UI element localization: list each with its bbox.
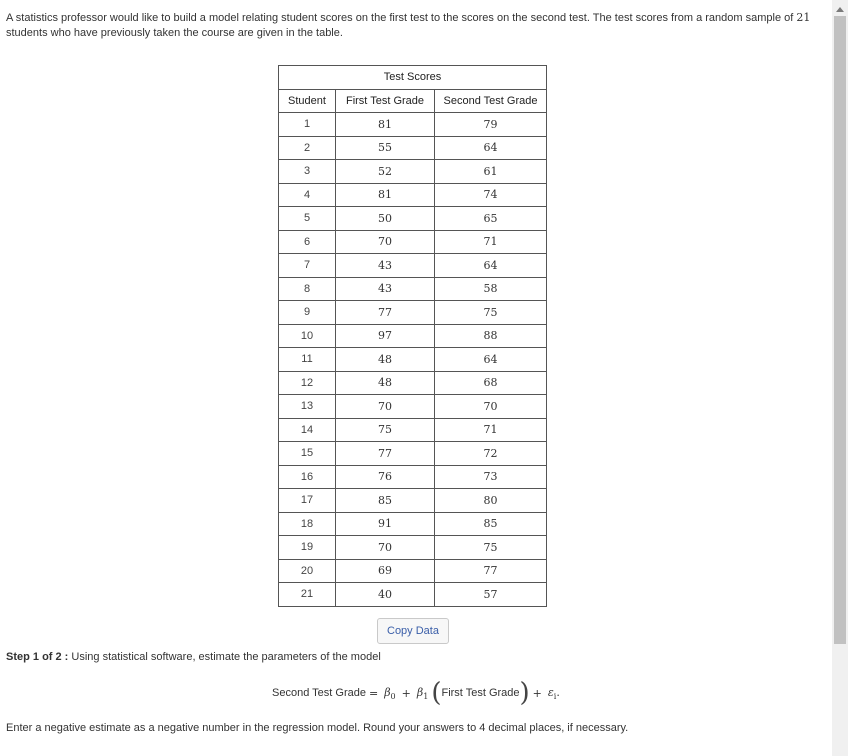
cell-second-test: 75 xyxy=(435,301,547,325)
cell-second-test: 65 xyxy=(435,207,547,231)
test-scores-table xyxy=(278,65,547,607)
table-row xyxy=(279,277,547,301)
equation-plus-2: + xyxy=(532,686,542,700)
cell-student: 14 xyxy=(279,418,336,442)
table-row xyxy=(279,583,547,607)
cell-first-test: 81 xyxy=(336,183,435,207)
beta-1 xyxy=(417,686,428,701)
cell-student: 7 xyxy=(279,254,336,278)
cell-first-test: 70 xyxy=(336,230,435,254)
cell-student: 19 xyxy=(279,536,336,560)
equation-period: . xyxy=(556,685,560,699)
cell-second-test: 64 xyxy=(435,136,547,160)
equation-equals: = xyxy=(368,686,379,700)
table-row xyxy=(279,442,547,466)
table-row xyxy=(279,113,547,137)
cell-second-test: 72 xyxy=(435,442,547,466)
cell-second-test: 71 xyxy=(435,230,547,254)
scrollbar-thumb[interactable] xyxy=(834,16,846,644)
step-instruction xyxy=(6,651,381,663)
sample-count: 21 xyxy=(796,11,811,24)
cell-second-test: 79 xyxy=(435,113,547,137)
cell-first-test: 69 xyxy=(336,559,435,583)
table-row xyxy=(279,465,547,489)
cell-first-test: 48 xyxy=(336,348,435,372)
epsilon xyxy=(548,686,560,701)
beta-0-symbol: β xyxy=(384,685,391,699)
cell-student: 12 xyxy=(279,371,336,395)
cell-first-test: 91 xyxy=(336,512,435,536)
cell-first-test: 43 xyxy=(336,254,435,278)
table-row xyxy=(279,418,547,442)
header-first-test: First Test Grade xyxy=(336,89,435,113)
cell-student: 16 xyxy=(279,465,336,489)
cell-first-test: 70 xyxy=(336,536,435,560)
table-row xyxy=(279,160,547,184)
table-row xyxy=(279,489,547,513)
rounding-note: Enter a negative estimate as a negative number in the regression model. Round your answers to 4 decimal places, if necessary. xyxy=(6,722,629,734)
cell-student: 9 xyxy=(279,301,336,325)
cell-first-test: 43 xyxy=(336,277,435,301)
table-row xyxy=(279,371,547,395)
cell-first-test: 76 xyxy=(336,465,435,489)
table-row xyxy=(279,230,547,254)
table-caption: Test Scores xyxy=(279,66,547,90)
beta-1-symbol: β xyxy=(416,685,424,699)
cell-second-test: 70 xyxy=(435,395,547,419)
cell-first-test: 70 xyxy=(336,395,435,419)
cell-first-test: 48 xyxy=(336,371,435,395)
cell-second-test: 61 xyxy=(435,160,547,184)
beta-1-subscript: 1 xyxy=(423,691,429,701)
cell-first-test: 40 xyxy=(336,583,435,607)
intro-text-after: students who have previously taken the course are given in the table. xyxy=(6,27,343,39)
cell-second-test: 57 xyxy=(435,583,547,607)
copy-data-button[interactable]: Copy Data xyxy=(377,618,449,644)
cell-second-test: 73 xyxy=(435,465,547,489)
cell-second-test: 75 xyxy=(435,536,547,560)
cell-second-test: 85 xyxy=(435,512,547,536)
cell-first-test: 77 xyxy=(336,442,435,466)
table-row xyxy=(279,183,547,207)
cell-first-test: 77 xyxy=(336,301,435,325)
cell-student: 5 xyxy=(279,207,336,231)
table-row xyxy=(279,395,547,419)
cell-second-test: 74 xyxy=(435,183,547,207)
table-row xyxy=(279,559,547,583)
beta-0 xyxy=(384,686,395,701)
cell-first-test: 50 xyxy=(336,207,435,231)
cell-second-test: 88 xyxy=(435,324,547,348)
table-body xyxy=(279,113,547,607)
equation-inner: First Test Grade xyxy=(441,687,520,699)
table-row xyxy=(279,254,547,278)
cell-second-test: 64 xyxy=(435,348,547,372)
table-row xyxy=(279,324,547,348)
table-row xyxy=(279,536,547,560)
cell-student: 13 xyxy=(279,395,336,419)
table-row xyxy=(279,207,547,231)
equation-plus-1: + xyxy=(401,686,411,700)
equation-lhs: Second Test Grade xyxy=(272,687,366,699)
step-label: Step 1 of 2 : xyxy=(6,651,69,663)
cell-student: 1 xyxy=(279,113,336,137)
cell-student: 4 xyxy=(279,183,336,207)
cell-student: 10 xyxy=(279,324,336,348)
cell-student: 3 xyxy=(279,160,336,184)
cell-second-test: 58 xyxy=(435,277,547,301)
right-paren: ) xyxy=(519,678,530,708)
header-second-test: Second Test Grade xyxy=(435,89,547,113)
cell-second-test: 64 xyxy=(435,254,547,278)
cell-first-test: 52 xyxy=(336,160,435,184)
cell-student: 8 xyxy=(279,277,336,301)
cell-first-test: 75 xyxy=(336,418,435,442)
cell-first-test: 81 xyxy=(336,113,435,137)
cell-student: 6 xyxy=(279,230,336,254)
epsilon-symbol: ε xyxy=(547,685,554,699)
header-student: Student xyxy=(279,89,336,113)
cell-student: 15 xyxy=(279,442,336,466)
cell-second-test: 68 xyxy=(435,371,547,395)
problem-statement xyxy=(6,10,816,41)
vertical-scrollbar[interactable] xyxy=(832,0,848,756)
cell-student: 11 xyxy=(279,348,336,372)
cell-second-test: 80 xyxy=(435,489,547,513)
regression-equation xyxy=(272,680,563,706)
left-paren: ( xyxy=(431,678,442,708)
beta-0-subscript: 0 xyxy=(390,691,396,701)
table-row xyxy=(279,136,547,160)
table-row xyxy=(279,512,547,536)
cell-first-test: 85 xyxy=(336,489,435,513)
cell-first-test: 97 xyxy=(336,324,435,348)
epsilon-subscript: i xyxy=(553,691,557,701)
step-text: Using statistical software, estimate the parameters of the model xyxy=(71,651,381,663)
cell-second-test: 71 xyxy=(435,418,547,442)
table-row xyxy=(279,301,547,325)
intro-text-before: A statistics professor would like to build a model relating student scores on the first test to the scores on the second test. The test scores from a random sample of xyxy=(6,12,794,24)
cell-student: 18 xyxy=(279,512,336,536)
cell-student: 20 xyxy=(279,559,336,583)
cell-student: 17 xyxy=(279,489,336,513)
cell-student: 21 xyxy=(279,583,336,607)
table-row xyxy=(279,348,547,372)
cell-second-test: 77 xyxy=(435,559,547,583)
cell-first-test: 55 xyxy=(336,136,435,160)
chevron-up-icon[interactable] xyxy=(835,4,845,14)
cell-student: 2 xyxy=(279,136,336,160)
